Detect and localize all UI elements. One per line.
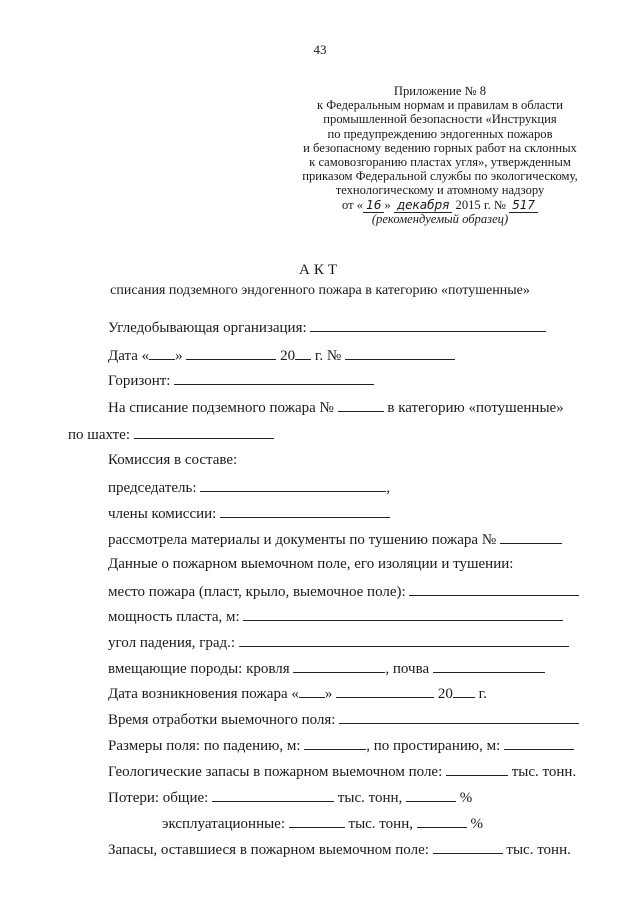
mining-time-row: [108, 710, 579, 729]
appendix-line: технологическому и атомному надзору: [335, 183, 545, 198]
organization-label: Угледобывающая организация:: [108, 320, 307, 336]
dip-row: [108, 633, 569, 652]
size-row: [108, 736, 574, 755]
appendix-line: по предупреждению эндогенных пожаров: [327, 126, 553, 141]
data-header: Данные о пожарном выемочном поле, его изоляции и тушении:: [108, 556, 514, 572]
date-month-field[interactable]: [186, 346, 276, 360]
oper-loss-unit: тыс. тонн,: [348, 816, 413, 832]
writeoff-category: в категорию «потушенные»: [387, 400, 564, 416]
loss-total-field[interactable]: [212, 788, 334, 802]
chairman-field[interactable]: [200, 478, 386, 492]
writeoff-number-field[interactable]: [338, 398, 384, 412]
organization-field[interactable]: [310, 318, 546, 332]
chairman-label: председатель:: [108, 480, 197, 496]
date-month: декабря: [394, 198, 453, 213]
date-row: [108, 346, 455, 365]
reviewed-label: рассмотрела материалы и документы по тушению пожара №: [108, 532, 497, 548]
occurred-label: Дата возникновения пожара «: [108, 686, 299, 702]
date-year-field[interactable]: [295, 346, 311, 360]
loss-label: Потери: общие:: [108, 790, 209, 806]
size-strike-field[interactable]: [504, 736, 574, 750]
order-number: 517: [509, 198, 538, 213]
loss-percent-field[interactable]: [406, 788, 456, 802]
mine-label: по шахте:: [68, 427, 130, 443]
appendix-line: и безопасному ведению горных работ на склонных: [303, 140, 577, 155]
chairman-row: [108, 478, 390, 497]
rocks-roof-field[interactable]: [293, 659, 385, 673]
oper-loss-field[interactable]: [289, 814, 345, 828]
horizon-field[interactable]: [174, 371, 374, 385]
occurred-day-field[interactable]: [299, 684, 325, 698]
reviewed-row: [108, 530, 562, 549]
rocks-floor-field[interactable]: [433, 659, 545, 673]
occurred-month-field[interactable]: [336, 684, 434, 698]
mining-time-label: Время отработки выемочного поля:: [108, 712, 336, 728]
occurred-quote: »: [324, 686, 333, 702]
loss-unit: тыс. тонн,: [337, 790, 403, 806]
remain-row: [108, 840, 571, 859]
remain-field[interactable]: [433, 840, 503, 854]
oper-loss-row: [162, 814, 483, 833]
appendix-block: [290, 84, 590, 226]
document-title: АКТ: [299, 262, 341, 278]
thickness-field[interactable]: [243, 607, 563, 621]
mine-field[interactable]: [134, 425, 274, 439]
oper-loss-label: эксплуатационные:: [162, 816, 286, 832]
reviewed-field[interactable]: [500, 530, 562, 544]
mining-time-field[interactable]: [339, 710, 579, 724]
organization-row: [108, 318, 546, 337]
size-strike-label: , по простиранию, м:: [366, 738, 501, 754]
rocks-roof-label: вмещающие породы: кровля: [108, 661, 290, 677]
geo-field[interactable]: [446, 762, 508, 776]
oper-percent-field[interactable]: [417, 814, 467, 828]
date-day: 16: [363, 198, 384, 213]
sample-note: (рекомендуемый образец): [371, 211, 509, 226]
date-day-field[interactable]: [149, 346, 175, 360]
rocks-floor-label: , почва: [385, 661, 430, 677]
geo-label: Геологические запасы в пожарном выемочном поле:: [108, 764, 443, 780]
oper-percent-sign: %: [470, 816, 483, 832]
thickness-row: [108, 607, 563, 626]
geo-row: [108, 762, 576, 781]
thickness-label: мощность пласта, м:: [108, 609, 240, 625]
date-mid: »: [384, 197, 391, 212]
location-field[interactable]: [409, 582, 579, 596]
commission-label: Комиссия в составе:: [108, 452, 238, 468]
dip-field[interactable]: [239, 633, 569, 647]
members-label: члены комиссии:: [108, 506, 217, 522]
occurred-year-suffix: г.: [478, 686, 487, 702]
writeoff-label: На списание подземного пожара №: [108, 400, 334, 416]
appendix-line: промышленной безопасности «Инструкция: [323, 112, 557, 127]
dip-label: угол падения, град.:: [108, 635, 236, 651]
horizon-row: [108, 371, 374, 390]
date-year: 2015 г. №: [455, 197, 506, 212]
occurred-row: [108, 684, 487, 703]
writeoff-row: [108, 398, 564, 417]
location-row: [108, 582, 579, 601]
appendix-line: приказом Федеральной службы по экологическому,: [302, 169, 578, 184]
date-label: Дата «: [108, 348, 150, 364]
appendix-line: к самовозгоранию пластах угля», утвержденным: [309, 155, 571, 170]
date-century: 20: [280, 348, 296, 364]
date-number-label: г. №: [314, 348, 342, 364]
occurred-century: 20: [437, 686, 453, 702]
appendix-line: Приложение № 8: [393, 84, 487, 98]
date-prefix: от «: [342, 197, 364, 212]
members-row: [108, 504, 390, 523]
loss-row: [108, 788, 472, 807]
remain-label: Запасы, оставшиеся в пожарном выемочном поле:: [108, 842, 429, 858]
document-subtitle: списания подземного эндогенного пожара в категорию «потушенные»: [110, 283, 530, 298]
chairman-comma: ,: [386, 480, 391, 496]
order-date-line: [290, 198, 590, 212]
loss-percent-sign: %: [459, 790, 473, 806]
mine-row: [68, 425, 274, 444]
geo-unit: тыс. тонн.: [511, 764, 577, 780]
occurred-year-field[interactable]: [453, 684, 475, 698]
remain-unit: тыс. тонн.: [506, 842, 571, 858]
appendix-line: к Федеральным нормам и правилам в области: [316, 98, 564, 113]
rocks-row: [108, 659, 545, 678]
date-quote: »: [175, 348, 183, 364]
date-number-field[interactable]: [345, 346, 455, 360]
location-label: место пожара (пласт, крыло, выемочное поле):: [108, 584, 406, 600]
members-field[interactable]: [220, 504, 390, 518]
horizon-label: Горизонт:: [108, 373, 171, 389]
size-dip-field[interactable]: [304, 736, 366, 750]
page-number: 43: [313, 42, 327, 57]
size-dip-label: Размеры поля: по падению, м:: [108, 738, 301, 754]
